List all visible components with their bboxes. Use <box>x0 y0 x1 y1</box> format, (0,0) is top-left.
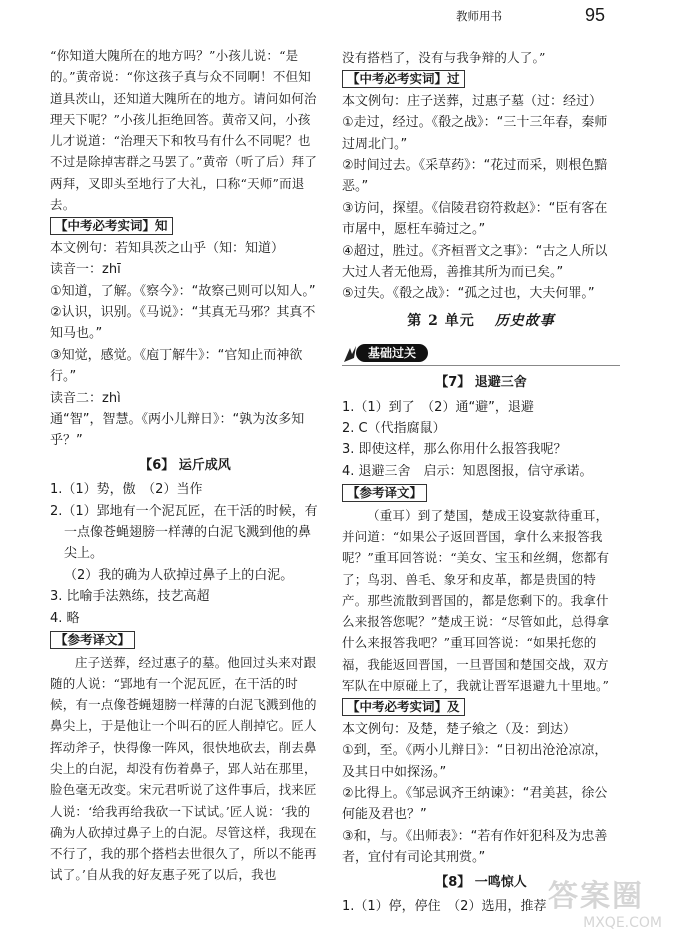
answer-line: 1.（1）势，傲 （2）当作 <box>50 482 203 498</box>
vocab-line: 本文例句：及楚，楚子飨之（及：到达） <box>342 721 577 737</box>
vocab-line: ③和，与。《出师表》：“若有作奸犯科及为忠善者，宜付有司论其刑赏。” <box>342 828 608 866</box>
vocab-line: ②时间过去。《采草药》：“花过而采，则根色黯恶。” <box>342 157 608 195</box>
answer-line: 4. 退避三舍 启示：知恩图报，信守承诺。 <box>342 463 593 479</box>
ref-translation-tag: 【参考译文】 <box>50 631 135 649</box>
vocab-line: ①知道，了解。《察今》：“故察己则可以知人。” <box>50 283 316 299</box>
badge-label: 基础过关 <box>356 344 428 362</box>
unit-heading <box>342 311 620 332</box>
vocab-line: ①走过，经过。《殽之战》：“三十三年春，秦师过周北门。” <box>342 115 608 152</box>
section-badge <box>342 342 620 366</box>
right-column <box>342 47 620 917</box>
vocab-line: 读音二：zhì <box>50 390 121 406</box>
intro-paragraph: “你知道大隗所在的地方吗？”小孩儿说：“是的。”黄帝说：“你这孩子真与众不同啊！不但知道具茨山，还知道大隗所在的地方。请问如何治理天下呢？”小孩儿拒绝回答。黄帝又问，小孩儿才说道：“治理天下和牧马有什么不同呢？也不过是除掉害群之马罢了。”黄帝（听了后）拜了两拜，叉即头至地行了大礼，口称“天师”而退去。 <box>50 48 318 213</box>
vocab-tag-ji: 【中考必考实词】及 <box>342 698 465 716</box>
vocab-line: ③知觉，感觉。《庖丁解牛》：“官知止而神欲行。” <box>50 347 303 385</box>
answer-line: 1.（1）停，停住 （2）选用，推荐 <box>342 898 547 914</box>
answer-line: 2.（1）郢地有一个泥瓦匠，在干活的时候，有一点像苍蝇翅膀一样薄的白泥飞溅到他的鼻尖上。 <box>50 503 318 562</box>
vocab-line: ②认识，识别。《马说》：“其真无马邪？其真不知马也。” <box>50 305 316 342</box>
answer-line: 4. 略 <box>50 610 80 626</box>
vocab-line: 本文例句：若知具茨之山乎（知：知道） <box>50 240 285 256</box>
vocab-line: 通“智”，智慧。《两小儿辩日》：“孰为汝多知乎？” <box>50 412 305 449</box>
vocab-line: ④超过，胜过。《齐桓晋文之事》：“古之人所以大过人者无他焉，善推其所为而已矣。” <box>342 243 608 280</box>
answer-line: 1.（1）到了 （2）通“避”，退避 <box>342 399 534 415</box>
ref-translation-tag: 【参考译文】 <box>342 484 427 502</box>
vocab-line: ①到，至。《两小儿辩日》：“日初出沧沧凉凉，及其日中如探汤。” <box>342 743 608 780</box>
section-title-7: 【7】 退避三舍 <box>435 375 527 391</box>
vocab-line: ⑤过失。《殽之战》：“孤之过也，大夫何罪。” <box>342 286 595 302</box>
unit-subtitle: 历史故事 <box>494 312 555 329</box>
page-header <box>0 0 675 30</box>
vocab-line: ②比得上。《邹忌讽齐王纳谏》：“君美甚，徐公何能及君也？” <box>342 785 608 823</box>
page-number: 95 <box>585 5 606 25</box>
translation-continued: 没有搭档了，没有与我争辩的人了。” <box>342 50 546 65</box>
vocab-tag-guo: 【中考必考实词】过 <box>342 70 465 88</box>
vocab-line: 读音一：zhī <box>50 262 121 278</box>
watermark-url: MXQE.COM <box>583 915 662 931</box>
badge-underline <box>342 365 620 366</box>
left-column <box>50 45 320 886</box>
answer-line: （2）我的确为人砍掉过鼻子上的白泥。 <box>64 567 294 583</box>
answer-line: 3. 比喻手法熟练，技艺高超 <box>50 589 210 605</box>
section-title-6: 【6】 运斤成风 <box>139 457 231 473</box>
answer-line: 2. C（代指腐鼠） <box>342 420 446 436</box>
answer-line: 3. 即使这样，那么你用什么报答我呢？ <box>342 442 567 458</box>
translation-paragraph: 庄子送葬，经过惠子的墓。他回过头来对跟随的人说：“郢地有一个泥瓦匠，在干活的时候，有一点像苍蝇翅膀一样薄的白泥飞溅到他的鼻尖上，于是他让一个叫石的匠人削掉它。匠人挥动斧子，快得像一阵风，很快地砍去，削去鼻尖上的白泥，却没有伤着鼻子，郢人站在那里，脸色毫无改变。宋元君听说了这件事后，找来匠人说：‘给我再给我砍一下试试。’匠人说：‘我的确为人砍掉过鼻子上的白泥。尽管这样，我现在不行了，我的那个搭档去世很久了，所以不能再试了。’自从我的好友惠子死了以后，我也 <box>50 654 317 883</box>
section-title-8: 【8】 一鸣惊人 <box>435 874 527 890</box>
translation-paragraph: （重耳）到了楚国，楚成王设宴款待重耳，并问道：“如果公子返回晋国，拿什么来报答我呢？”重耳回答说：“美女、宝玉和丝绸，您都有了；鸟羽、兽毛、象牙和皮革，都是贵国的特产。那些流散到晋国的，都是您剩下的。我拿什么来报答您呢？”楚成王说：“尽管如此，总得拿什么来报答我吧？”重耳回答说：“如果托您的福，我能返回晋国，一旦晋国和楚国交战，双方军队在中原碰上了，我就让晋军退避九十里地。” <box>342 507 610 693</box>
book-label: 教师用书 <box>456 9 502 23</box>
watermark <box>548 880 668 942</box>
vocab-line: ③访问，探望。《信陵君窃符救赵》：“臣有客在市屠中，愿枉车骑过之。” <box>342 200 608 238</box>
vocab-line: 本文例句：庄子送葬，过惠子墓（过：经过） <box>342 93 603 109</box>
vocab-tag-zhi: 【中考必考实词】知 <box>50 217 173 235</box>
unit-title: 第 2 单元 <box>407 312 475 329</box>
watermark-logo: 答案圈 <box>548 879 644 914</box>
